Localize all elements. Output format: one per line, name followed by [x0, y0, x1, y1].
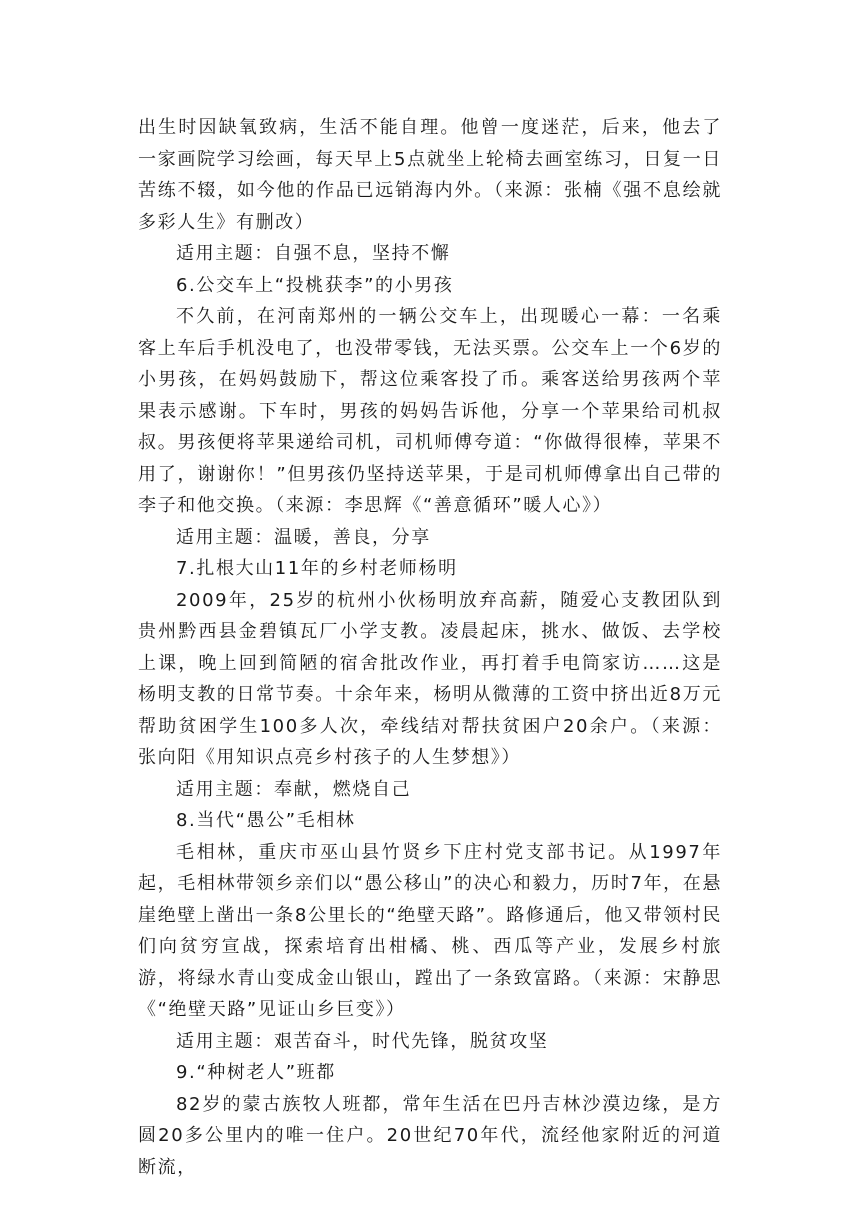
section-heading-7: 7.扎根大山11年的乡村老师杨明	[176, 558, 458, 579]
document-body	[138, 112, 722, 1183]
theme-line-dedication: 适用主题：奉献，燃烧自己	[176, 778, 412, 800]
paragraph-teacher-yang: 2009年，25岁的杭州小伙杨明放弃高薪，随爱心支教团队到贵州黔西县金碧镇瓦厂小学支教。凌晨起床，挑水、做饭、去学校上课，晚上回到简陋的宿舍批改作业，再打着手电筒家访……这是杨明支教的日常节奏。十余年来，杨明从微薄的工资中挤出近8万元帮助贫困学生100多人次，牵线结对帮扶贫困户20余户。（来源：张向阳《用知识点亮乡村孩子的人生梦想》）	[138, 589, 722, 768]
section-heading-6: 6.公交车上“投桃获李”的小男孩	[176, 274, 454, 296]
paragraph-continuation: 出生时因缺氧致病，生活不能自理。他曾一度迷茫，后来，他去了一家画院学习绘画，每天早上5点就坐上轮椅去画室练习，日复一日苦练不辍，如今他的作品已远销海内外。（来源：张楠《强不息绘就多彩人生》有删改）	[138, 117, 722, 233]
section-heading-8: 8.当代“愚公”毛相林	[176, 810, 356, 831]
theme-line-self-reliance: 适用主题：自强不息，坚持不懈	[176, 243, 451, 264]
theme-line-warmth: 适用主题：温暖，善良，分享	[176, 526, 431, 548]
section-heading-9: 9.“种树老人”班都	[176, 1062, 336, 1083]
paragraph-bandu: 82岁的蒙古族牧人班都，常年生活在巴丹吉林沙漠边缘，是方圆20多公里内的唯一住户。20世纪70年代，流经他家附近的河道断流，	[138, 1093, 722, 1178]
paragraph-mao-xianglin: 毛相林，重庆市巫山县竹贤乡下庄村党支部书记。从1997年起，毛相林带领乡亲们以“愚公移山”的决心和毅力，历时7年，在悬崖绝壁上凿出一条8公里长的“绝壁天路”。路修通后，他又带领村民们向贫穷宣战，探索培育出柑橘、桃、西瓜等产业，发展乡村旅游，将绿水青山变成金山银山，蹚出了一条致富路。（来源：宋静思《“绝壁天路”见证山乡巨变》）	[138, 841, 722, 1020]
theme-line-hard-work: 适用主题：艰苦奋斗，时代先锋，脱贫攻坚	[176, 1030, 549, 1052]
paragraph-bus-boy: 不久前，在河南郑州的一辆公交车上，出现暖心一幕：一名乘客上车后手机没电了，也没带零钱，无法买票。公交车上一个6岁的小男孩，在妈妈鼓励下，帮这位乘客投了币。乘客送给男孩两个苹果表示感谢。下车时，男孩的妈妈告诉他，分享一个苹果给司机叔叔。男孩便将苹果递给司机，司机师傅夸道：“你做得很棒，苹果不用了，谢谢你！”但男孩仍坚持送苹果，于是司机师傅拿出自己带的李子和他交换。（来源：李思辉《“善意循环”暖人心》）	[138, 306, 722, 516]
